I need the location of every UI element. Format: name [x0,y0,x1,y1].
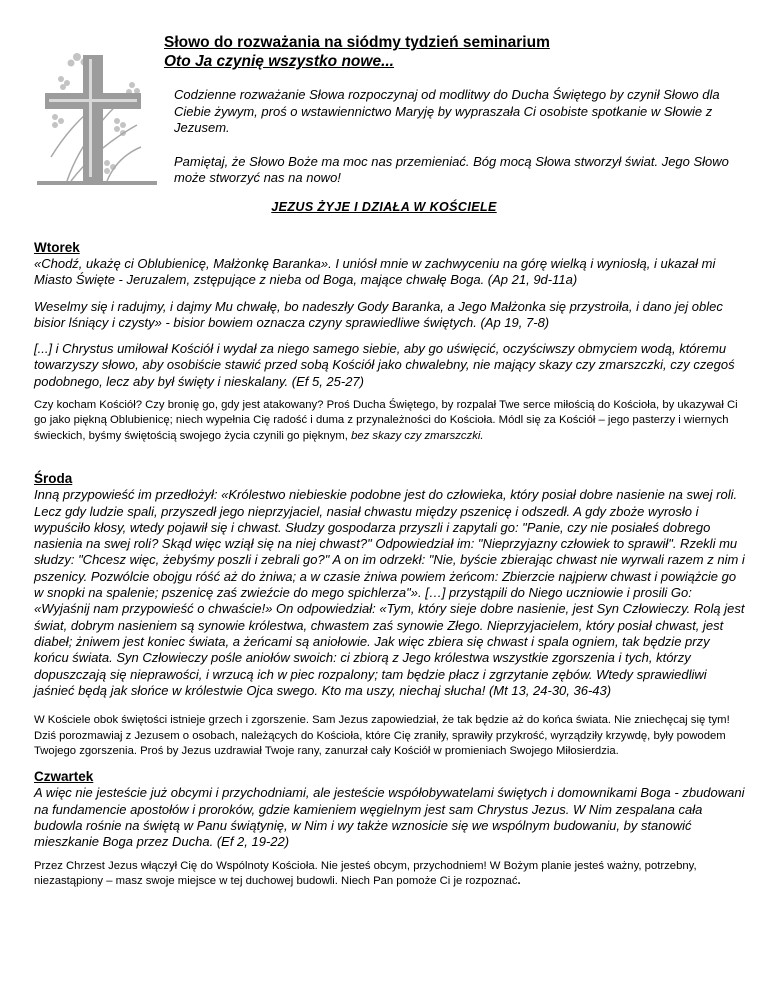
scripture-passage: [...] i Chrystus umiłował Kościół i wydał za niego samego siebie, aby go uświęcić, oczyściwszy obmyciem wodą, któremu towarzyszy słowo, aby osobiście stawić przed sobą Kościół jako chwalebny, nie mający skazy czy zmarszczki, czy czegoś podobnego, lecz aby był święty i nieskalany. (Ef 5, 25-27) [34,341,735,389]
day-heading-thursday: Czwartek [34,769,94,785]
scripture-passage: «Chodź, ukażę ci Oblubienicę, Małżonkę Baranka». I uniósł mnie w zachwyceniu na górę wielką i wyniosłą, i ukazał mi Miasto Święte - Jeruzalem, zstępujące z nieba od Boga, mające chwałę Boga. (Ap 21, 9d-11a) [34,256,716,288]
intro-paragraph-1: Codzienne rozważanie Słowa rozpoczynaj od modlitwy do Ducha Świętego by czynił Słowo dla Ciebie żywym, proś o wstawiennictwo Maryję by wypraszała Ci osobiste spotkanie w Słowie z Jezusem. [174,87,720,135]
daily-readings [34,240,746,889]
page-subtitle: Oto Ja czynię wszystko nowe... [164,53,394,70]
comment-text: Czy kocham Kościół? Czy bronię go, gdy jest atakowany? Proś Ducha Świętego, by rozpalał Twe serce miłością do Kościoła, by ukazywał Ci go jako piękną Oblubienicę; niech wypełnia Cię radość i duma z przynależności do Kościoła. Módl się za Kościół – jego pasterzy i wiernych świeckich, byśmy świętością swojego życia czynili go pięknym, [34,399,738,442]
page-title: Słowo do rozważania na siódmy tydzień seminarium [164,34,550,51]
cross-shape [45,55,141,181]
day-heading-wednesday: Środa [34,471,73,487]
comment-italic-end: bez skazy czy zmarszczki. [351,429,484,442]
section-heading: JEZUS ŻYJE I DZIAŁA W KOŚCIELE [271,200,497,214]
comment-period: . [517,874,521,887]
reflection-comment [34,398,746,444]
reflection-comment: W Kościele obok świętości istnieje grzech i zgorszenie. Sam Jezus zapowiedział, że tak będzie aż do końca świata. Nie zniechęcaj się tym! Dziś porozmawiaj z Jezusem o osobach, należących do Kościoła, które Cię zraniły, sprawiły przykrość, wyrządziły krzywdę, były powodem Twojego zgorszenia. Proś by Jezus uzdrawiał Twoje rany, zanurzał cały Kościół w promieniach Swojego Miłosierdzia. [34,714,730,757]
scripture-passage: Inną przypowieść im przedłożył: «Królestwo niebieskie podobne jest do człowieka, który posiał dobre nasienie na swej roli. Lecz gdy ludzie spali, przyszedł jego nieprzyjaciel, nasiał chwastu między pszenicę i odszedł. A gdy zboże wyrosło i wypuściło kłosy, wtedy pojawił się i chwast. Słudzy gospodarza przyszli i zapytali go: "Panie, czy nie posiałeś dobrego nasienia na swej roli? Skąd więc wziął się na niej chwast?" Odpowiedział im: "Nieprzyjazny człowiek to sprawił". Rzekli mu słudzy: "Chcesz więc, żebyśmy poszli i zebrali go?" A on im odrzekł: "Nie, byście zbierając chwast nie wyrwali razem z nim i pszenicy. Pozwólcie obojgu róść aż do żniwa; a w czasie żniwa powiem żeńcom: Zbierzcie najpierw chwast i powiążcie go w snopki na spalenie; pszenicę zaś zwieźcie do mego spichlerza"». […] przystąpili do Niego uczniowie i prosili Go: «Wyjaśnij nam przypowieść o chwaście!» On odpowiedział: «Tym, który sieje dobre nasienie, jest Syn Człowieczy. Rolą jest świat, dobrym nasieniem są synowie królestwa, chwastem zaś synowie Złego. Nieprzyjacielem, który posiał chwast, jest diabeł; żniwem jest koniec świata, a żeńcami są aniołowie. Jak więc zbiera się chwast i spala ogniem, tak będzie przy końcu świata. Syn Człowieczy pośle aniołów swoich: ci zbiorą z Jego królestwa wszystkie zgorszenia i tych, którzy dopuszczają się nieprawości, i wrzucą ich w piec rozpalony; tam będzie płacz i zgrzytanie zębów. Wtedy sprawiedliwi jaśnieć będą jak słońce w królestwie Ojca swego. Kto ma uszy, niechaj słucha! (Mt 13, 24-30, 36-43) [34,487,745,698]
intro-paragraph-2: Pamiętaj, że Słowo Boże ma moc nas przemieniać. Bóg mocą Słowa stworzył świat. Jego Słowo może stworzyć nas na nowo! [174,153,729,185]
scripture-passage: A więc nie jesteście już obcymi i przychodniami, ale jesteście współobywatelami świętych i domownikami Boga - zbudowani na fundamencie apostołów i proroków, gdzie kamieniem węgielnym jest sam Chrystus Jezus. W Nim zespalana cała budowla rośnie na świętą w Panu świątynię, w Nim i wy także wznosicie się we wspólnym budowaniu, by stanowić mieszkanie Boga przez Ducha. (Ef 2, 19-22) [34,785,745,850]
day-heading-tuesday: Wtorek [34,240,80,255]
cross-vine-logo [37,47,157,185]
title-block [164,33,744,71]
comment-text: Przez Chrzest Jezus włączył Cię do Wspólnoty Kościoła. Nie jesteś obcym, przychodniem! W Bożym planie jesteś ważny, potrzebny, niezastąpiony – masz swoje miejsce w tej duchowej budowli. Niech Pan pomoże Ci je rozpoznać [34,859,697,887]
scripture-passage: Weselmy się i radujmy, i dajmy Mu chwałę, bo nadeszły Gody Baranka, a Jego Małżonka się przystroiła, i dano jej oblec bisior lśniący i czysty» - bisior bowiem oznacza czyny sprawiedliwe świętych. (Ap 19, 7-8) [34,298,723,330]
intro-section [174,87,734,204]
reflection-comment [34,859,746,890]
